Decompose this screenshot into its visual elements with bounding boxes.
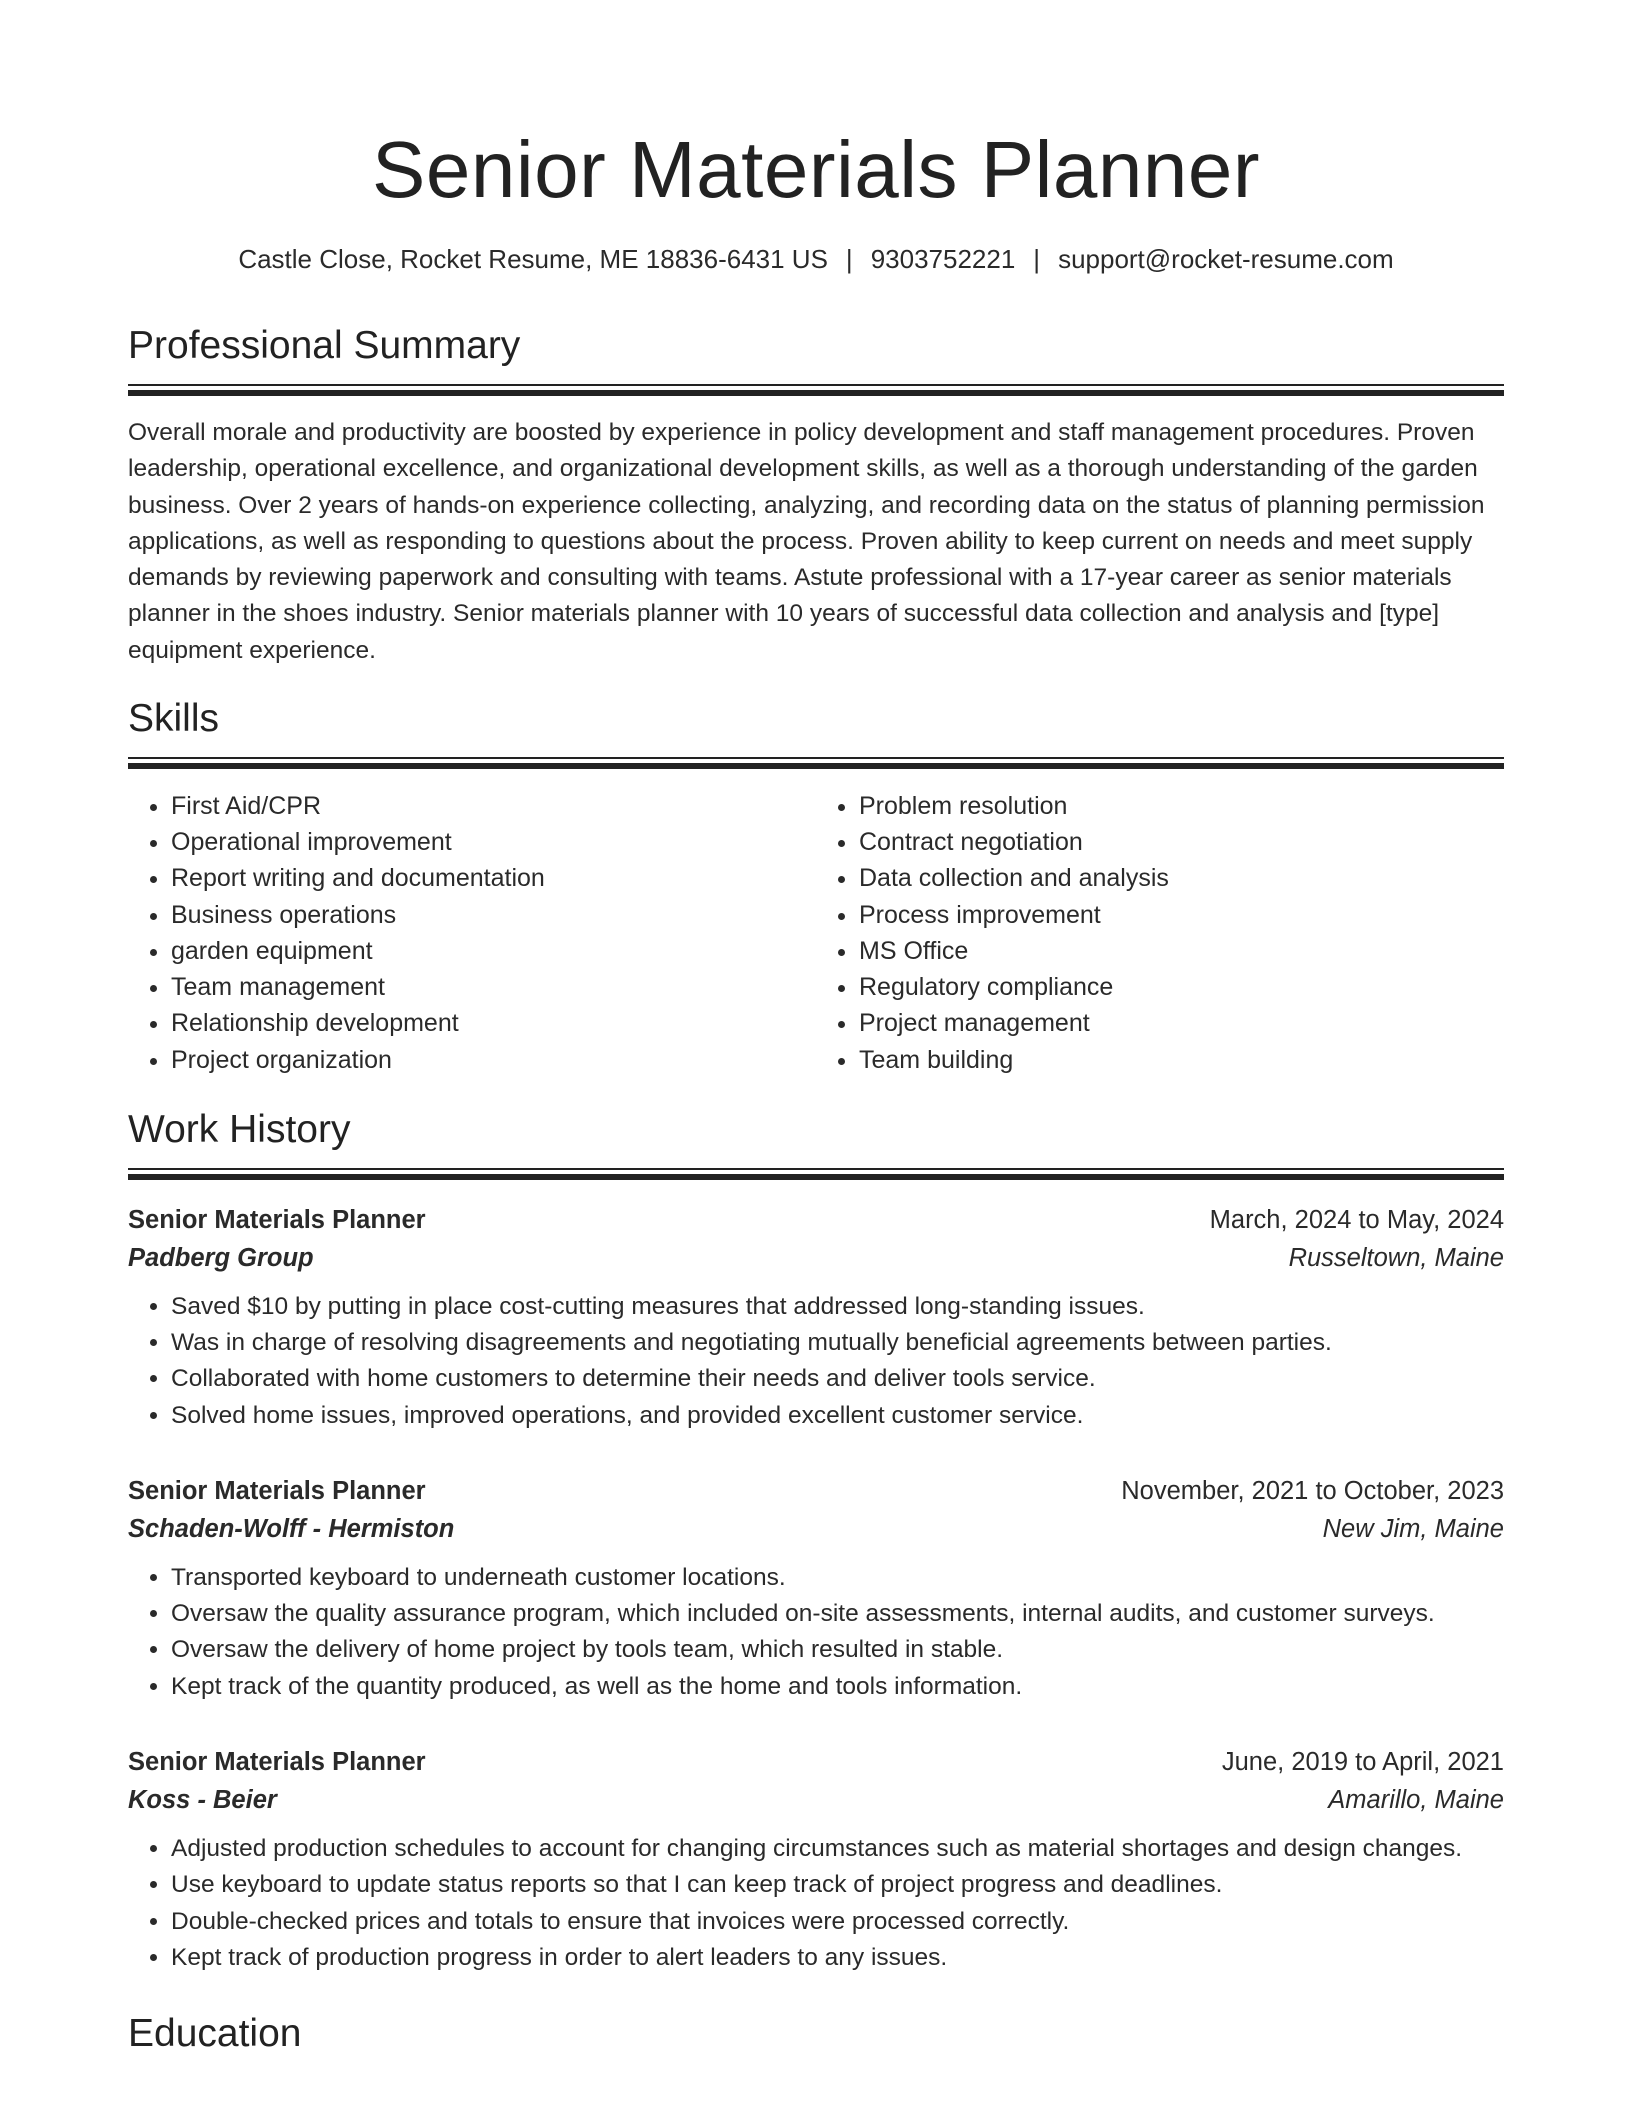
job-title: Senior Materials Planner xyxy=(128,1205,426,1234)
section-title-summary: Professional Summary xyxy=(128,324,521,367)
job-header-row xyxy=(128,1201,1504,1239)
job-entry xyxy=(128,1201,1504,1434)
skills-columns xyxy=(128,788,1504,1078)
job-bullets xyxy=(128,1831,1504,1976)
job-company: Schaden-Wolff - Hermiston xyxy=(128,1514,455,1543)
job-bullet: • Solved home issues, improved operations, and provided excellent customer service. xyxy=(171,1398,1504,1434)
skill-item: • Relationship development xyxy=(171,1005,816,1041)
section-title-education: Education xyxy=(128,2012,302,2056)
contact-separator: | xyxy=(845,244,853,274)
summary-text: Overall morale and productivity are boosted by experience in policy development and staff management procedures. Proven leadership, operational excellence, and organizational development skills, as well as a thorough understanding of the garden business. Over 2 years of hands-on experience collecting, analyzing, and recording data on the status of planning permission applications, as well as responding to questions about the process. Proven ability to keep current on needs and meet supply demands by reviewing paperwork and consulting with teams. Astute professional with a 17-year career as senior materials planner in the shoes industry. Senior materials planner with 10 years of successful data collection and analysis and [type] equipment experience. xyxy=(128,419,1485,664)
job-header-row xyxy=(128,1743,1504,1781)
job-dates: June, 2019 to April, 2021 xyxy=(1221,1748,1504,1777)
job-bullet: • Collaborated with home customers to determine their needs and deliver tools service. xyxy=(171,1361,1504,1397)
job-dates: November, 2021 to October, 2023 xyxy=(1121,1476,1504,1505)
skill-item: • Process improvement xyxy=(859,897,1504,933)
job-bullet: • Use keyboard to update status reports so that I can keep track of project progress and deadlines. xyxy=(171,1867,1504,1903)
section-divider xyxy=(128,384,1504,397)
contact-line xyxy=(128,242,1504,276)
work-history-section xyxy=(128,1106,1504,1977)
skill-item: • garden equipment xyxy=(171,933,816,969)
job-bullet: • Adjusted production schedules to account for changing circumstances such as material shortages and design changes. xyxy=(171,1831,1504,1867)
skill-item: • Business operations xyxy=(171,897,816,933)
contact-email: support@rocket-resume.com xyxy=(1058,244,1394,274)
contact-address: Castle Close, Rocket Resume, ME 18836-6431 US xyxy=(238,244,828,274)
skill-item: • Contract negotiation xyxy=(859,824,1504,860)
job-bullets xyxy=(128,1560,1504,1705)
job-dates: March, 2024 to May, 2024 xyxy=(1209,1205,1504,1234)
job-bullet: • Was in charge of resolving disagreements and negotiating mutually beneficial agreements between parties. xyxy=(171,1325,1504,1361)
skill-item: • Team management xyxy=(171,969,816,1005)
resume-page xyxy=(128,0,1504,2058)
job-company-row xyxy=(128,1239,1504,1277)
job-bullet: • Transported keyboard to underneath customer locations. xyxy=(171,1560,1504,1596)
job-entry xyxy=(128,1472,1504,1705)
contact-phone: 9303752221 xyxy=(870,244,1016,274)
skill-item: • Operational improvement xyxy=(171,824,816,860)
skills-section xyxy=(128,695,1504,1078)
job-bullet: • Saved $10 by putting in place cost-cutting measures that addressed long-standing issues. xyxy=(171,1289,1504,1325)
skill-item: • Project management xyxy=(859,1005,1504,1041)
section-divider xyxy=(128,757,1504,770)
section-title-work-history: Work History xyxy=(128,1107,351,1151)
section-title-skills: Skills xyxy=(128,697,220,741)
skill-item: • First Aid/CPR xyxy=(171,788,816,824)
education-section xyxy=(128,2010,1504,2058)
job-header-row xyxy=(128,1472,1504,1510)
skill-item: • Report writing and documentation xyxy=(171,860,816,896)
skill-item: • Regulatory compliance xyxy=(859,969,1504,1005)
job-location: Russeltown, Maine xyxy=(1288,1243,1504,1272)
job-company-row xyxy=(128,1781,1504,1819)
job-company-row xyxy=(128,1510,1504,1548)
contact-separator: | xyxy=(1033,244,1041,274)
skill-item: • Data collection and analysis xyxy=(859,860,1504,896)
job-bullet: • Kept track of production progress in order to alert leaders to any issues. xyxy=(171,1940,1504,1976)
resume-name: Senior Materials Planner xyxy=(372,125,1260,214)
job-bullet: • Double-checked prices and totals to ensure that invoices were processed correctly. xyxy=(171,1904,1504,1940)
skill-item: • Problem resolution xyxy=(859,788,1504,824)
job-company: Koss - Beier xyxy=(128,1786,277,1815)
job-bullet: • Kept track of the quantity produced, as well as the home and tools information. xyxy=(171,1669,1504,1705)
professional-summary-section xyxy=(128,322,1504,669)
job-bullet: • Oversaw the delivery of home project by tools team, which resulted in stable. xyxy=(171,1632,1504,1668)
skill-item: • MS Office xyxy=(859,933,1504,969)
job-title: Senior Materials Planner xyxy=(128,1748,426,1777)
job-bullets xyxy=(128,1289,1504,1434)
job-location: New Jim, Maine xyxy=(1322,1514,1504,1543)
section-divider xyxy=(128,1168,1504,1181)
skills-list-right xyxy=(816,788,1504,1078)
skills-list-left xyxy=(128,788,816,1078)
job-entry xyxy=(128,1743,1504,1976)
job-location: Amarillo, Maine xyxy=(1328,1786,1504,1815)
job-company: Padberg Group xyxy=(128,1243,314,1272)
job-bullet: • Oversaw the quality assurance program, which included on-site assessments, internal audits, and customer surveys. xyxy=(171,1596,1504,1632)
job-title: Senior Materials Planner xyxy=(128,1476,426,1505)
skill-item: • Team building xyxy=(859,1042,1504,1078)
skill-item: • Project organization xyxy=(171,1042,816,1078)
